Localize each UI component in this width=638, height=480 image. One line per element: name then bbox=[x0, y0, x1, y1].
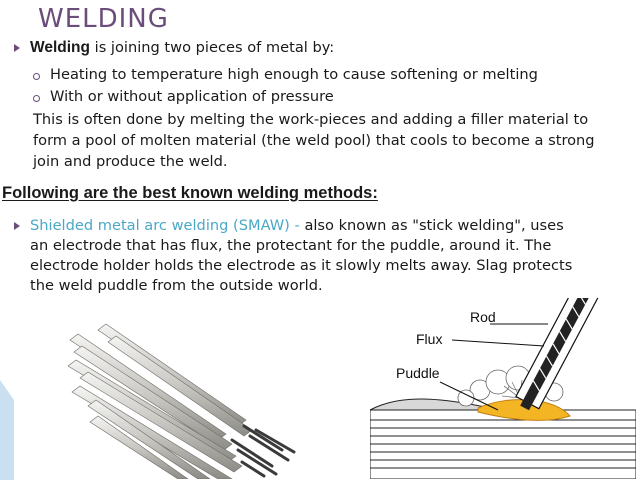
bullet-marker-icon bbox=[14, 44, 20, 52]
bullet-welding-text: is joining two pieces of metal by: bbox=[90, 39, 335, 56]
sub-bullet-heating: Heating to temperature high enough to cause softening or melting bbox=[50, 66, 538, 83]
sub-bullet-marker-icon bbox=[33, 73, 40, 80]
bullet-smaw bbox=[30, 217, 564, 235]
paragraph-line: form a pool of molten material (the weld pool) that cools to become a strong bbox=[33, 132, 595, 149]
smaw-line-1: also known as "stick welding", uses bbox=[304, 217, 564, 234]
sub-bullet-pressure: With or without application of pressure bbox=[50, 88, 334, 105]
label-flux: Flux bbox=[416, 331, 443, 347]
sub-bullet-marker-icon bbox=[33, 95, 40, 102]
methods-heading: Following are the best known welding methods: bbox=[2, 184, 378, 202]
term-welding: Welding bbox=[30, 39, 90, 56]
paragraph-line: This is often done by melting the work-pieces and adding a filler material to bbox=[33, 111, 589, 128]
bullet-marker-icon bbox=[14, 222, 20, 230]
electrode-rods-image bbox=[68, 322, 298, 479]
welding-diagram bbox=[370, 298, 636, 479]
smaw-line-2: an electrode that has flux, the protectant for the puddle, around it. The bbox=[30, 237, 552, 254]
smaw-line-3: electrode holder holds the electrode as it slowly melts away. Slag protects bbox=[30, 257, 573, 274]
paragraph-line: join and produce the weld. bbox=[33, 153, 228, 170]
corner-decoration bbox=[0, 380, 14, 480]
slide-title: WELDING bbox=[38, 4, 169, 34]
label-puddle: Puddle bbox=[396, 365, 440, 381]
bullet-welding bbox=[30, 39, 334, 57]
label-rod: Rod bbox=[470, 309, 496, 325]
smaw-line-4: the weld puddle from the outside world. bbox=[30, 277, 323, 294]
smaw-lead: Shielded metal arc welding (SMAW) - bbox=[30, 217, 305, 234]
